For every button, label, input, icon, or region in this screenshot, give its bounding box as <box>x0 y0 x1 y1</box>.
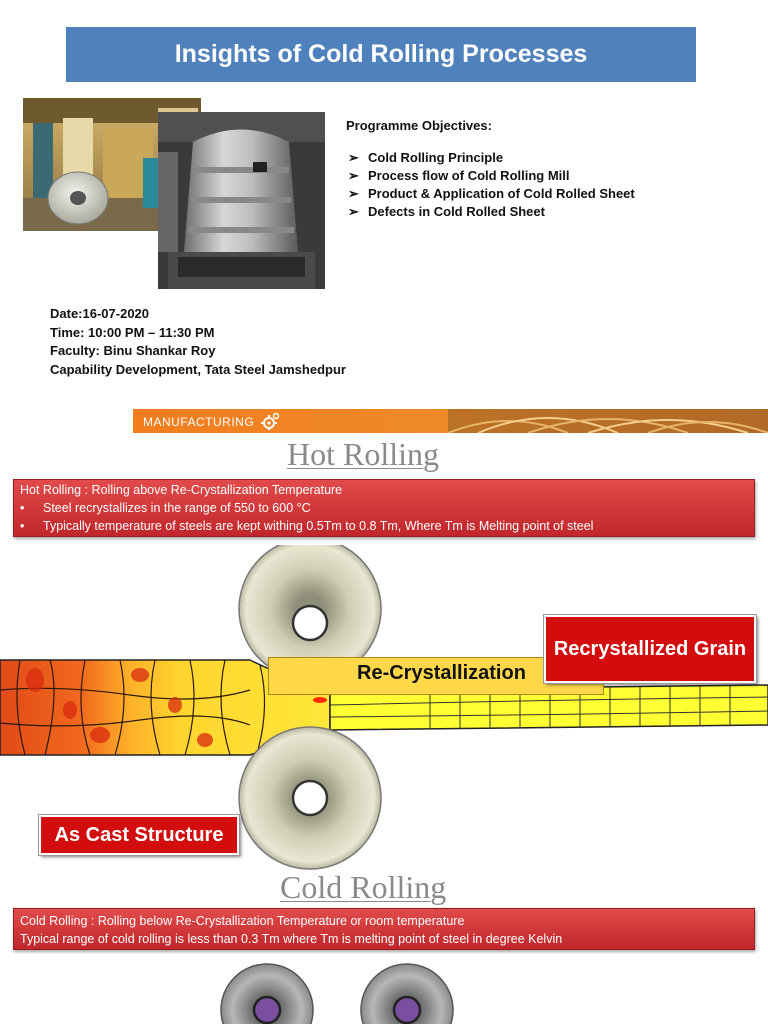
cold-rolling-diagram <box>210 960 470 1024</box>
arrow-bullet-icon: ➢ <box>348 186 359 201</box>
cold-rolling-range: Typical range of cold rolling is less than 0.3 Tm where Tm is melting point of steel in degree Kelvin <box>20 932 563 946</box>
decorative-swirl <box>448 409 768 433</box>
cold-roll-right-axle <box>394 997 420 1023</box>
cold-roll-left-axle <box>254 997 280 1023</box>
arrow-bullet-icon: ➢ <box>348 204 359 219</box>
session-faculty: Faculty: Binu Shankar Roy <box>50 343 216 358</box>
session-organization: Capability Development, Tata Steel Jamshedpur <box>50 361 346 377</box>
hot-rolling-definition-box <box>13 479 755 537</box>
objectives-heading: Programme Objectives: <box>346 118 492 133</box>
recrystallized-grain-label: Recrystallized Grain <box>544 615 756 683</box>
arrow-bullet-icon: ➢ <box>348 150 359 165</box>
session-info <box>50 305 346 379</box>
top-roll-axle <box>293 606 327 640</box>
hot-rolling-heading: Hot Rolling <box>287 436 440 472</box>
cold-rolling-heading: Cold Rolling <box>280 869 447 905</box>
session-time: Time: 10:00 PM – 11:30 PM <box>50 324 215 340</box>
session-date: Date:16-07-2020 <box>50 306 150 321</box>
programme-objectives <box>346 118 635 223</box>
hot-rolling-bullet: • Steel recrystallizes in the range of 550 to 600 °C <box>20 501 311 515</box>
recrystallization-label: Re-Crystallization <box>357 662 526 684</box>
title-banner <box>66 27 696 82</box>
hot-rolling-definition: Hot Rolling : Rolling above Re-Crystallization Temperature <box>20 483 343 497</box>
cold-rolling-definition-box <box>13 908 755 950</box>
objectives-list <box>346 151 635 219</box>
hot-rolling-bullet: • Typically temperature of steels are kept withing 0.5Tm to 0.8 Tm, Where Tm is Melting point of steel <box>20 519 594 533</box>
objective-item: ➢ Product & Application of Cold Rolled Sheet <box>348 186 635 201</box>
gear-icon <box>261 412 281 430</box>
cold-rolling-definition: Cold Rolling : Rolling below Re-Crystallization Temperature or room temperature <box>20 914 465 928</box>
objective-item: ➢ Process flow of Cold Rolling Mill <box>348 168 570 183</box>
bottom-roll-axle <box>293 781 327 815</box>
manufacturing-label: MANUFACTURING <box>143 415 255 429</box>
manufacturing-bar <box>133 409 768 433</box>
arrow-bullet-icon: ➢ <box>348 168 359 183</box>
furnace-photo <box>158 112 325 289</box>
as-cast-structure-label: As Cast Structure <box>39 815 239 855</box>
objective-item: ➢ Defects in Cold Rolled Sheet <box>348 204 545 219</box>
objective-item: ➢ Cold Rolling Principle <box>348 150 504 165</box>
page-title: Insights of Cold Rolling Processes <box>174 40 588 68</box>
